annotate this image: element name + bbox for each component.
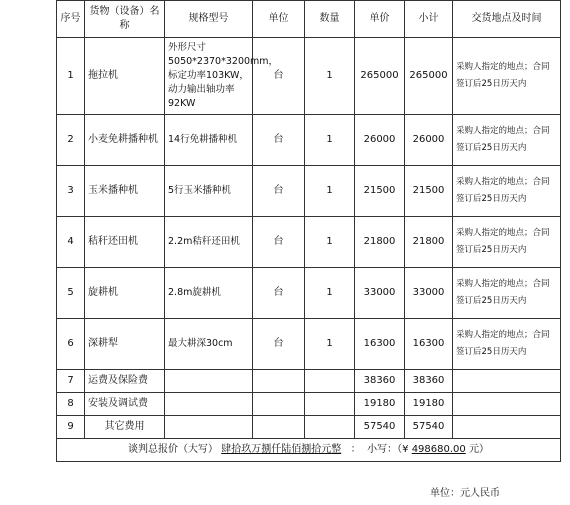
row-spec: 2.2m秸秆还田机 [165,217,253,268]
row-subtotal: 265000 [405,38,453,115]
total-upper-label: 谈判总报价（大写） [128,444,219,455]
fee-row [57,416,561,439]
fee-price: 38360 [355,370,405,393]
row-delivery: 采购人指定的地点；合同签订后25日历天内 [453,268,561,319]
table-row [57,319,561,370]
row-delivery: 采购人指定的地点；合同签订后25日历天内 [453,38,561,115]
header-row [57,1,561,38]
total-price-cell: 谈判总报价（大写） 肆拾玖万捌仟陆佰捌拾元整 ： 小写：（¥ 498680.00 元） [57,439,561,462]
row-price: 33000 [355,268,405,319]
fee-price: 19180 [355,393,405,416]
total-lower-label: 小写：（¥ [367,444,409,455]
fee-subtotal: 57540 [405,416,453,439]
row-subtotal: 26000 [405,115,453,166]
row-delivery: 采购人指定的地点；合同签订后25日历天内 [453,115,561,166]
col-header-subtotal: 小计 [405,1,453,38]
row-qty: 1 [305,38,355,115]
row-spec: 5行玉米播种机 [165,166,253,217]
row-qty: 1 [305,268,355,319]
row-spec: 外形尺寸5050*2370*3200mm，标定功率103KW，动力输出轴功率92KW [165,38,253,115]
col-header-spec: 规格型号 [165,1,253,38]
fee-price: 57540 [355,416,405,439]
row-no: 4 [57,217,85,268]
table-row [57,38,561,115]
row-unit: 台 [253,217,305,268]
row-delivery: 采购人指定的地点；合同签订后25日历天内 [453,166,561,217]
row-qty: 1 [305,115,355,166]
fee-no: 9 [57,416,85,439]
total-upper-value: 肆拾玖万捌仟陆佰捌拾元整 [221,444,342,455]
fee-row [57,370,561,393]
fee-row [57,393,561,416]
row-name: 旋耕机 [85,268,165,319]
currency-unit-note: 单位：元人民币 [430,488,500,499]
fee-name: 运费及保险费 [85,370,165,393]
quotation-sheet [56,0,560,462]
col-header-unit: 单位 [253,1,305,38]
row-delivery: 采购人指定的地点；合同签订后25日历天内 [453,319,561,370]
row-delivery: 采购人指定的地点；合同签订后25日历天内 [453,217,561,268]
row-name: 玉米播种机 [85,166,165,217]
row-unit: 台 [253,38,305,115]
row-name: 拖拉机 [85,38,165,115]
quotation-table [56,0,561,462]
row-name: 深耕犁 [85,319,165,370]
fee-no: 8 [57,393,85,416]
table-row [57,115,561,166]
row-qty: 1 [305,319,355,370]
row-no: 5 [57,268,85,319]
fee-subtotal: 38360 [405,370,453,393]
fee-no: 7 [57,370,85,393]
row-price: 265000 [355,38,405,115]
row-no: 1 [57,38,85,115]
row-price: 21800 [355,217,405,268]
total-row [57,439,561,462]
row-price: 21500 [355,166,405,217]
row-subtotal: 21800 [405,217,453,268]
col-header-qty: 数量 [305,1,355,38]
table-row [57,217,561,268]
row-spec: 最大耕深30cm [165,319,253,370]
row-name: 秸秆还田机 [85,217,165,268]
row-unit: 台 [253,166,305,217]
row-subtotal: 16300 [405,319,453,370]
fee-subtotal: 19180 [405,393,453,416]
table-row [57,268,561,319]
row-qty: 1 [305,166,355,217]
col-header-name: 货物（设备）名称 [85,1,165,38]
total-lower-suffix: 元） [468,444,489,455]
row-unit: 台 [253,268,305,319]
row-price: 16300 [355,319,405,370]
fee-name: 其它费用 [85,416,165,439]
row-spec: 2.8m旋耕机 [165,268,253,319]
col-header-price: 单价 [355,1,405,38]
row-qty: 1 [305,217,355,268]
row-no: 2 [57,115,85,166]
row-subtotal: 33000 [405,268,453,319]
row-unit: 台 [253,115,305,166]
row-price: 26000 [355,115,405,166]
total-lower-value: 498680.00 [411,444,466,455]
row-name: 小麦免耕播种机 [85,115,165,166]
col-header-delivery: 交货地点及时间 [453,1,561,38]
fee-name: 安装及调试费 [85,393,165,416]
row-spec: 14行免耕播种机 [165,115,253,166]
row-no: 6 [57,319,85,370]
row-unit: 台 [253,319,305,370]
col-header-no: 序号 [57,1,85,38]
table-row [57,166,561,217]
row-subtotal: 21500 [405,166,453,217]
row-no: 3 [57,166,85,217]
